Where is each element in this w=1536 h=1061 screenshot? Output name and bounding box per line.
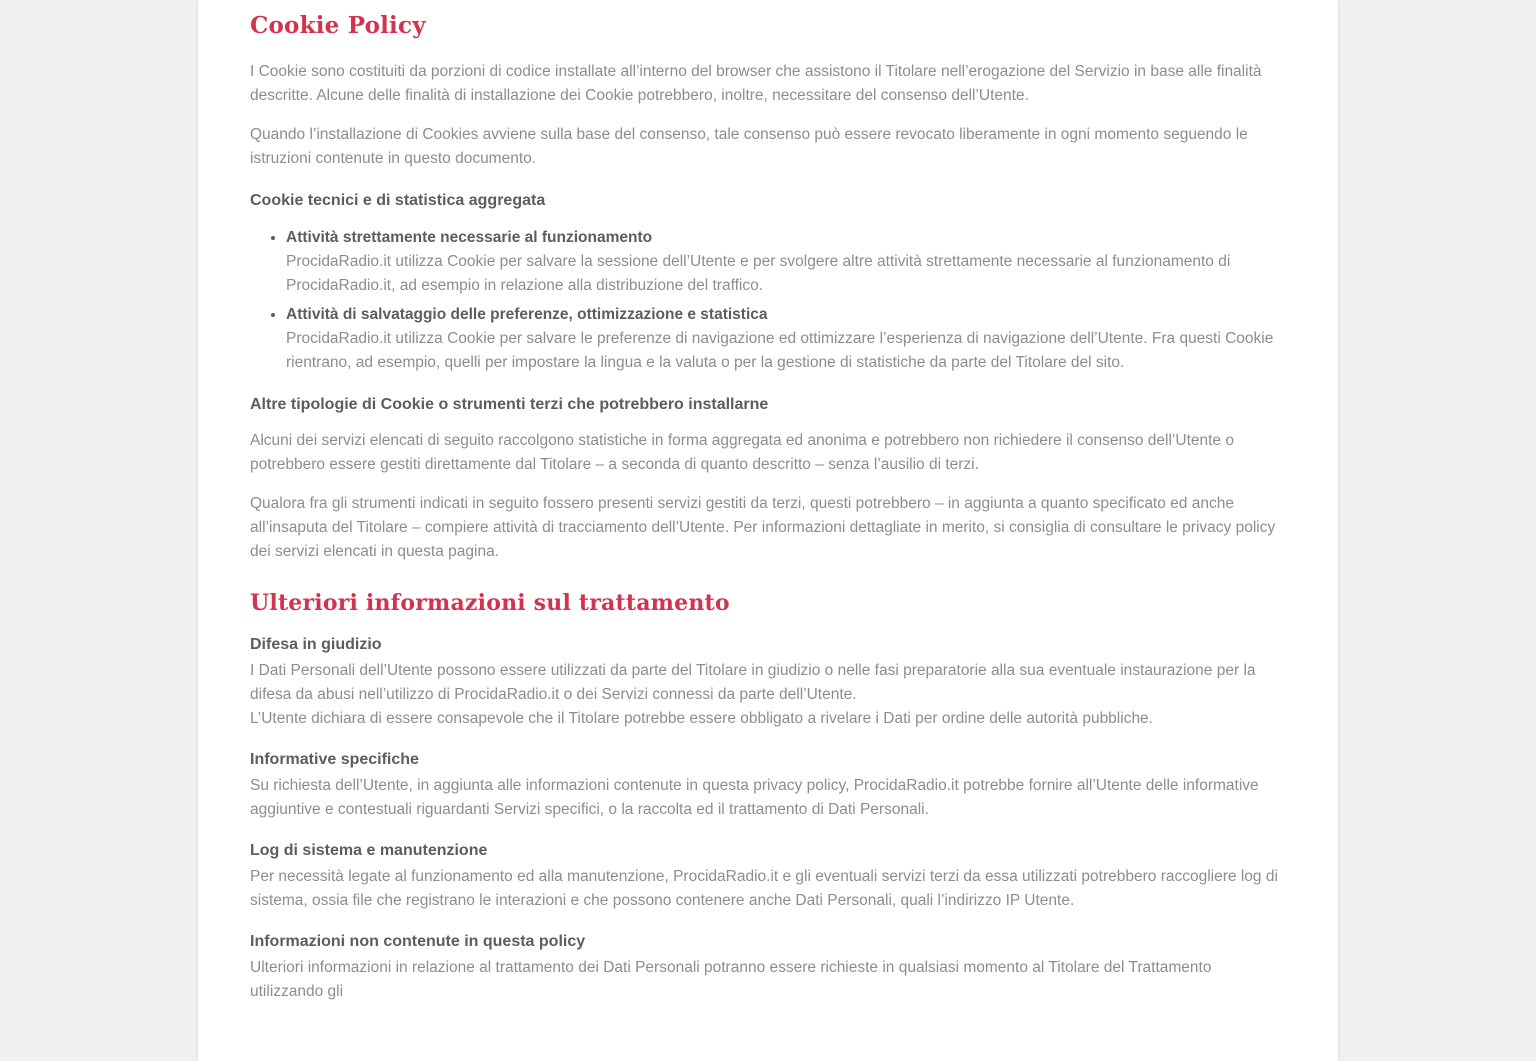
cookie-policy-title: Cookie Policy xyxy=(250,12,426,39)
content-card xyxy=(198,0,1338,1061)
subsection-text: Su richiesta dell’Utente, in aggiunta alle informazioni contenute in questa privacy policy, ProcidaRadio.it potrebbe fornire all’Utente delle informative aggiuntive e contestuali riguardanti Servizi specifici, o la raccolta ed il trattamento di Dati Personali. xyxy=(250,777,1259,818)
subsection-text: L’Utente dichiara di essere consapevole che il Titolare potrebbe essere obbligato a rivelare i Dati per ordine delle autorità pubbliche. xyxy=(250,710,1153,727)
subsection-specific-notices xyxy=(250,748,1286,822)
section-heading-technical-cookies: Cookie tecnici e di statistica aggregata xyxy=(250,192,546,209)
bullet-title: • Attività strettamente necessarie al funzionamento xyxy=(286,229,653,246)
subsection-heading: Log di sistema e manutenzione xyxy=(250,842,488,859)
subsection-text: I Dati Personali dell’Utente possono essere utilizzati da parte del Titolare in giudizio o nelle fasi preparatorie alla sua eventuale instaurazione per la difesa da abusi nell’utilizzo di ProcidaRadio.it o dei Servizi connessi da parte dell’Utente. xyxy=(250,662,1256,703)
subsection-heading: Informazioni non contenute in questa policy xyxy=(250,933,586,950)
list-item-preferences-statistics xyxy=(286,302,1286,375)
further-info-title: Ulteriori informazioni sul trattamento xyxy=(250,590,730,616)
cookie-activities-list xyxy=(250,225,1286,375)
section-heading-other-cookie-types: Altre tipologie di Cookie o strumenti terzi che potrebbero installarne xyxy=(250,396,769,413)
other-types-paragraph-2: Qualora fra gli strumenti indicati in seguito fossero presenti servizi gestiti da terzi, questi potrebbero – in aggiunta a quanto specificato ed anche all’insaputa del Titolare – compiere attività di tracciamento dell’Utente. Per informazioni dettagliate in merito, si consiglia di consultare le privacy policy dei servizi elencati in questa pagina. xyxy=(250,495,1276,560)
subsection-heading: Informative specifiche xyxy=(250,751,419,768)
list-item-strictly-necessary xyxy=(286,225,1286,298)
bullet-body: ProcidaRadio.it utilizza Cookie per salvare le preferenze di navigazione ed ottimizzare l’esperienza di navigazione dell’Utente. Fra questi Cookie rientrano, ad esempio, quelli per impostare la lingua e la valuta o per la gestione di statistiche da parte del Titolare del sito. xyxy=(286,330,1274,371)
intro-paragraph-2: Quando l’installazione di Cookies avviene sulla base del consenso, tale consenso può essere revocato liberamente in ogni momento seguendo le istruzioni contenute in questo documento. xyxy=(250,126,1248,167)
subsection-text: Per necessità legate al funzionamento ed alla manutenzione, ProcidaRadio.it e gli eventuali servizi terzi da essa utilizzati potrebbero raccogliere log di sistema, ossia file che registrano le interazioni e che possono contenere anche Dati Personali, quali l’indirizzo IP Utente. xyxy=(250,868,1278,909)
subsection-legal-defense xyxy=(250,633,1286,731)
bullet-title: • Attività di salvataggio delle preferenze, ottimizzazione e statistica xyxy=(286,306,768,323)
subsection-system-logs xyxy=(250,839,1286,913)
intro-paragraph-1: I Cookie sono costituiti da porzioni di codice installate all’interno del browser che assistono il Titolare nell’erogazione del Servizio in base alle finalità descritte. Alcune delle finalità di installazione dei Cookie potrebbero, inoltre, necessitare del consenso dell’Utente. xyxy=(250,63,1262,104)
subsection-info-not-in-policy xyxy=(250,930,1286,1004)
subsection-heading: Difesa in giudizio xyxy=(250,636,382,653)
bullet-body: ProcidaRadio.it utilizza Cookie per salvare la sessione dell’Utente e per svolgere altre attività strettamente necessarie al funzionamento di ProcidaRadio.it, ad esempio in relazione alla distribuzione del traffico. xyxy=(286,253,1231,294)
subsection-text: Ulteriori informazioni in relazione al trattamento dei Dati Personali potranno essere richieste in qualsiasi momento al Titolare del Trattamento utilizzando gli xyxy=(250,959,1212,1000)
other-types-paragraph-1: Alcuni dei servizi elencati di seguito raccolgono statistiche in forma aggregata ed anonima e potrebbero non richiedere il consenso dell’Utente o potrebbero essere gestiti direttamente dal Titolare – a seconda di quanto descritto – senza l’ausilio di terzi. xyxy=(250,432,1234,473)
